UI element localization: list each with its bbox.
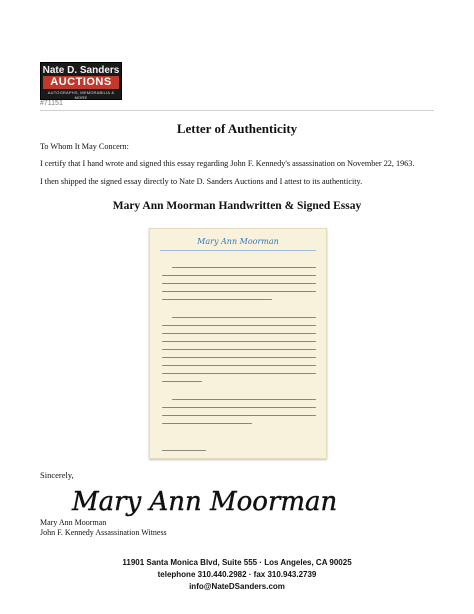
logo-auctions: AUCTIONS [43,76,119,89]
handwriting-line [162,291,316,292]
handwriting-line [162,365,316,366]
header-divider [40,110,434,111]
certification-paragraph: I certify that I hand wrote and signed this essay regarding John F. Kennedy's assassination on November 22, 1963. [40,159,415,168]
logo-tagline: AUTOGRAPHS, MEMORABILIA & MORE [47,90,115,100]
attestation-paragraph: I then shipped the signed essay directly to Nate D. Sanders Auctions and I attest to its authenticity. [40,177,363,186]
auction-house-logo [40,62,122,100]
signer-role: John F. Kennedy Assassination Witness [40,528,167,537]
handwriting-line [162,325,316,326]
signature-text: Mary Ann Moorman [72,487,338,517]
signer-name: Mary Ann Moorman [40,518,107,527]
handwriting-line [172,317,316,318]
essay-image [149,228,327,459]
handwritten-signature [70,480,338,518]
handwriting-line [162,373,316,374]
footer-email: info@NateDSanders.com [189,582,285,591]
salutation: To Whom It May Concern: [40,142,129,151]
footer-address: 11901 Santa Monica Blvd, Suite 555 · Los Angeles, CA 90025 [122,558,352,567]
handwriting-line [162,333,316,334]
handwriting-line [172,399,316,400]
handwriting-line [162,381,202,382]
lot-number: #71151 [40,100,63,107]
logo-name: Nate D. Sanders [42,65,120,76]
letter-title: Letter of Authenticity [176,121,298,136]
essay-signature [162,442,206,451]
handwriting-line [162,357,316,358]
closing-sincerely: Sincerely, [40,470,74,480]
handwriting-line [162,275,316,276]
letterhead-rule [160,250,316,251]
handwriting-line [162,283,316,284]
handwriting-line [162,415,316,416]
essay-title: Mary Ann Moorman Handwritten & Signed Essay [112,200,362,212]
essay-letterhead: Mary Ann Moorman [197,237,279,246]
handwriting-line [162,349,316,350]
handwriting-line [162,423,252,424]
handwriting-line [162,407,316,408]
footer-phones: telephone 310.440.2982 · fax 310.943.2739 [157,570,317,579]
handwriting-line [162,341,316,342]
handwriting-line [172,267,316,268]
handwriting-line [162,299,272,300]
